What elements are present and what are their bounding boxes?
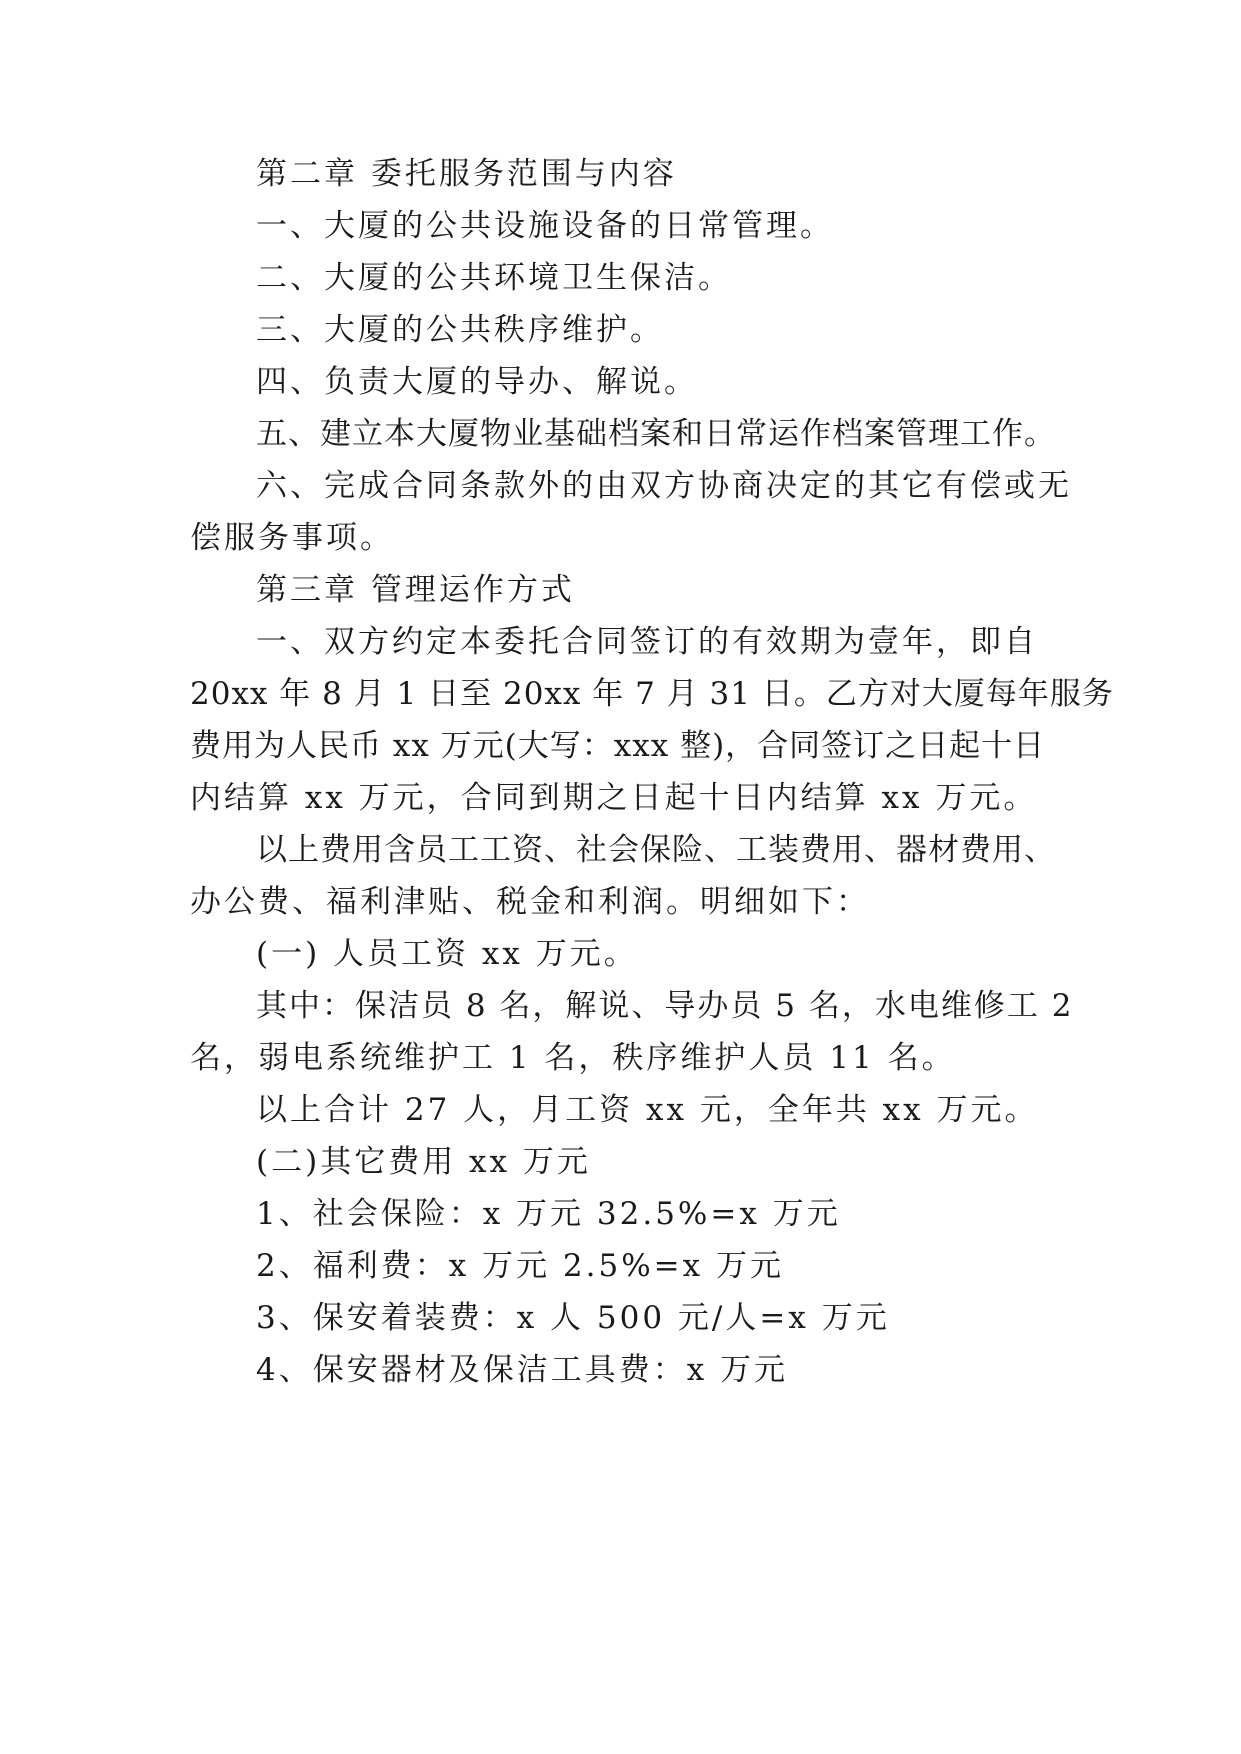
paragraph-line: 费用为人民币 xx 万元(大写：xxx 整)，合同签订之日起十日 — [190, 728, 1046, 764]
list-item: 4、保安器材及保洁工具费：x 万元 — [256, 1352, 789, 1388]
section-heading: (一) 人员工资 xx 万元。 — [256, 936, 638, 972]
paragraph-line: 偿服务事项。 — [190, 520, 394, 556]
chapter-heading: 第三章 管理运作方式 — [256, 572, 575, 608]
section-heading: (二)其它费用 xx 万元 — [256, 1144, 591, 1180]
paragraph-line: 三、大厦的公共秩序维护。 — [256, 312, 664, 348]
list-item: 2、福利费：x 万元 2.5%=x 万元 — [256, 1248, 784, 1284]
paragraph-line: 其中：保洁员 8 名，解说、导办员 5 名，水电维修工 2 — [256, 988, 1074, 1024]
list-item: 1、社会保险：x 万元 32.5%=x 万元 — [256, 1196, 841, 1232]
paragraph-line: 一、双方约定本委托合同签订的有效期为壹年，即自 — [256, 624, 1038, 660]
paragraph-line: 四、负责大厦的导办、解说。 — [256, 364, 698, 400]
paragraph-line: 一、大厦的公共设施设备的日常管理。 — [256, 208, 834, 244]
paragraph-line: 二、大厦的公共环境卫生保洁。 — [256, 260, 732, 296]
paragraph-line: 以上合计 27 人，月工资 xx 元，全年共 xx 万元。 — [256, 1092, 1039, 1128]
chapter-heading: 第二章 委托服务范围与内容 — [256, 156, 677, 192]
paragraph-line: 五、建立本大厦物业基础档案和日常运作档案管理工作。 — [256, 416, 1056, 452]
paragraph-line: 20xx 年 8 月 1 日至 20xx 年 7 月 31 日。乙方对大厦每年服务 — [190, 676, 1114, 712]
list-item: 3、保安着装费：x 人 500 元/人=x 万元 — [256, 1300, 890, 1336]
paragraph-line: 六、完成合同条款外的由双方协商决定的其它有偿或无 — [256, 468, 1072, 504]
paragraph-line: 名，弱电系统维护工 1 名，秩序维护人员 11 名。 — [190, 1040, 956, 1076]
paragraph-line: 内结算 xx 万元，合同到期之日起十日内结算 xx 万元。 — [190, 780, 1038, 816]
paragraph-line: 办公费、福利津贴、税金和利润。明细如下： — [190, 884, 870, 920]
paragraph-line: 以上费用含员工工资、社会保险、工装费用、器材费用、 — [256, 832, 1056, 868]
